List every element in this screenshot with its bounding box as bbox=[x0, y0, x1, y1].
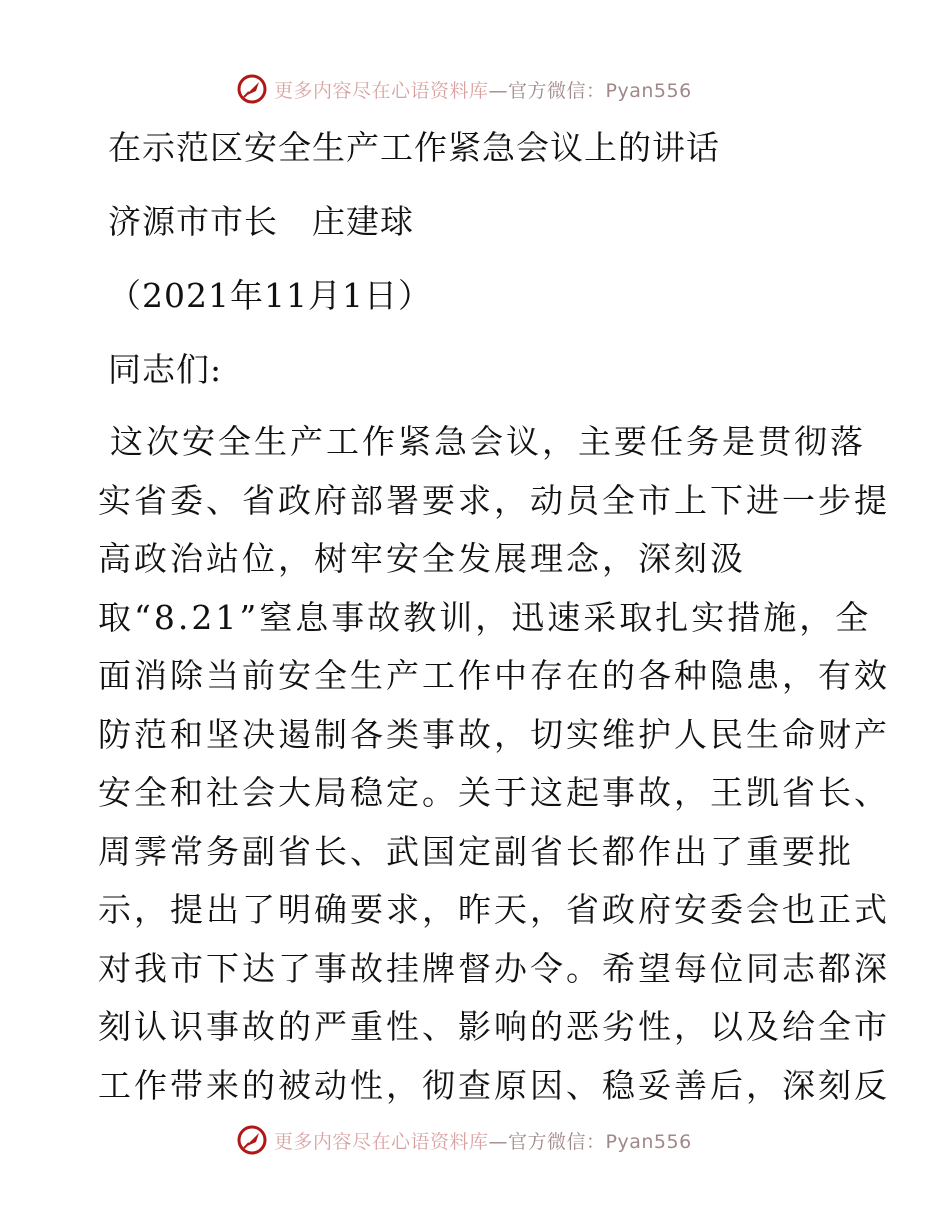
document-author: 济源市市长 庄建球 bbox=[108, 202, 414, 241]
body-line: 取“8.21”窒息事故教训，迅速采取扎实措施，全 bbox=[98, 597, 872, 637]
watermark-contact: —官方微信：Pyan556 bbox=[488, 79, 692, 102]
body-line: 高政治站位，树牢安全发展理念，深刻汲 bbox=[98, 539, 746, 578]
watermark-text: 更多内容尽在心语资料库 bbox=[274, 1130, 489, 1153]
body-line: 周霁常务副省长、武国定副省长都作出了重要批 bbox=[98, 831, 854, 871]
salutation: 同志们: bbox=[108, 350, 223, 389]
watermark-contact: —官方微信：Pyan556 bbox=[488, 1130, 692, 1153]
body-line: 这次安全生产工作紧急会议，主要任务是贯彻落 bbox=[110, 422, 866, 461]
quill-logo-icon bbox=[236, 1124, 268, 1156]
quill-logo-icon bbox=[236, 73, 268, 105]
body-line: 防范和坚决遏制各类事故，切实维护人民生命财产 bbox=[98, 714, 890, 754]
body-line: 示，提出了明确要求，昨天，省政府安委会也正式 bbox=[98, 890, 890, 929]
document-title: 在示范区安全生产工作紧急会议上的讲话 bbox=[108, 128, 720, 167]
watermark-footer bbox=[236, 1123, 692, 1157]
watermark-text: 更多内容尽在心语资料库 bbox=[274, 79, 489, 102]
watermark-header bbox=[236, 72, 692, 106]
document-date: （2021年11月1日） bbox=[108, 276, 432, 315]
body-line: 对我市下达了事故挂牌督办令。希望每位同志都深 bbox=[98, 948, 890, 988]
body-line: 刻认识事故的严重性、影响的恶劣性，以及给全市 bbox=[98, 1007, 890, 1046]
body-line: 实省委、省政府部署要求，动员全市上下进一步提 bbox=[98, 480, 890, 520]
body-line: 安全和社会大局稳定。关于这起事故，王凯省长、 bbox=[98, 773, 890, 812]
body-line: 面消除当前安全生产工作中存在的各种隐患，有效 bbox=[98, 656, 890, 695]
body-line: 工作带来的被动性，彻查原因、稳妥善后，深刻反 bbox=[98, 1065, 890, 1105]
